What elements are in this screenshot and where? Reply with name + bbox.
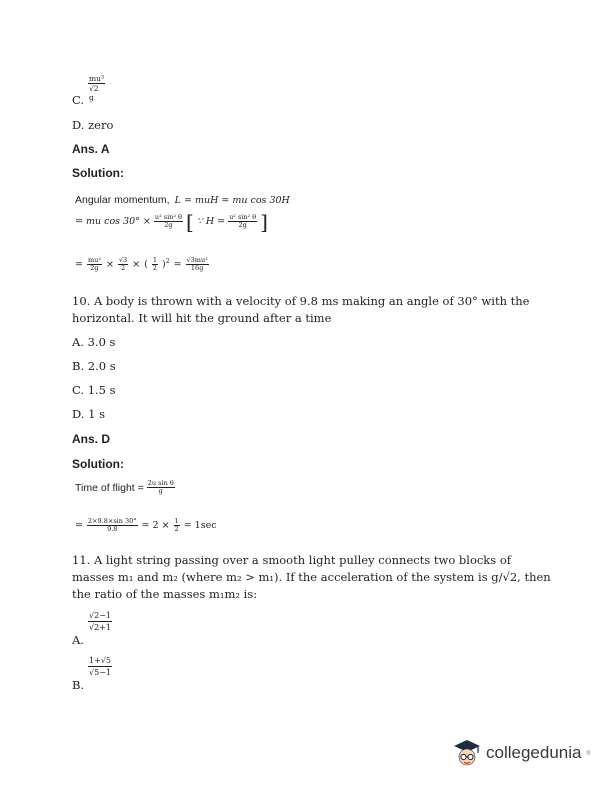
q11-question-line3: the ratio of the masses m₁m₂ is: <box>72 587 258 601</box>
q9-solution-line3 <box>75 257 209 272</box>
numerator: u² sin² θ <box>229 213 257 221</box>
fraction <box>152 257 158 272</box>
q9-option-d: D. zero <box>72 118 114 132</box>
times: × <box>105 259 114 270</box>
fraction <box>174 518 180 533</box>
denominator: √2 g <box>89 84 99 102</box>
paren-close: )$^2$ <box>162 258 170 271</box>
brand-name: collegedunia <box>486 743 582 762</box>
q9-solution-line2 <box>75 209 268 234</box>
option-label: A. <box>72 633 84 647</box>
q10-question-line1: 10. A body is thrown with a velocity of 9.8 ms making an angle of 30° with the <box>72 294 530 308</box>
fraction <box>228 214 257 229</box>
graduate-mascot-icon <box>452 738 482 768</box>
q10-solution-label: Solution: <box>72 457 124 471</box>
equals: = <box>75 259 83 270</box>
bracket-open: [ <box>185 209 194 234</box>
q11-option-a <box>72 610 152 650</box>
q11-question-line1: 11. A light string passing over a smooth light pulley connects two blocks of <box>72 553 512 567</box>
numerator: √3mu³ <box>186 256 208 264</box>
fraction <box>87 518 138 533</box>
denominator: 2g <box>238 221 247 229</box>
denominator: √5−1 <box>89 668 111 677</box>
numerator: √3 <box>118 256 128 264</box>
q10-option-b: B. 2.0 s <box>72 359 116 373</box>
fraction <box>88 74 105 102</box>
fraction <box>154 214 183 229</box>
bracket-close: ] <box>260 209 268 234</box>
numerator: 1 <box>152 256 158 264</box>
brand-logo <box>452 738 591 768</box>
q10-option-c: C. 1.5 s <box>72 383 116 397</box>
exponent: 2 <box>165 258 170 266</box>
q9-solution-line1 <box>75 188 290 207</box>
fraction <box>118 257 128 272</box>
numerator: 1+√5 <box>89 656 111 665</box>
text: Angular momentum, <box>75 194 170 206</box>
q10-option-a: A. 3.0 s <box>72 335 116 349</box>
numerator: u² sin² θ <box>154 213 182 221</box>
q9-answer: Ans. A <box>72 142 110 156</box>
numerator: mu³ <box>89 74 104 83</box>
numerator: 2u sin θ <box>147 479 174 487</box>
denominator: 2 <box>120 264 126 272</box>
numerator: 2×9.8×sin 30° <box>87 517 137 525</box>
denominator: g <box>158 487 163 495</box>
result: = 1sec <box>183 520 217 531</box>
trademark: ® <box>585 749 592 757</box>
denominator: √2+1 <box>89 623 111 632</box>
because: ∵ H = <box>196 216 226 227</box>
q9-solution-label: Solution: <box>72 166 124 180</box>
middle: = 2 × <box>141 520 170 531</box>
text: Time of flight = <box>75 481 144 494</box>
q10-solution-line2 <box>75 518 217 533</box>
q10-question-line2: horizontal. It will hit the ground after a time <box>72 311 332 325</box>
equation: L = muH = mu cos 30H <box>174 195 290 206</box>
fraction <box>147 480 175 495</box>
equals: = <box>173 259 182 270</box>
equals: = <box>75 520 83 531</box>
denominator: 2 <box>152 264 158 272</box>
option-label: B. <box>72 678 85 692</box>
fraction <box>88 610 112 633</box>
denominator: 2 <box>174 525 179 533</box>
fraction <box>88 655 112 678</box>
q11-question-line2: masses m₁ and m₂ (where m₂ > m₁). If the acceleration of the system is g/√2, then <box>72 570 551 584</box>
q10-answer: Ans. D <box>72 432 111 446</box>
numerator: 1 <box>174 517 179 525</box>
times: × <box>132 259 141 270</box>
q10-solution-line1 <box>75 480 175 495</box>
option-label: C. <box>72 93 85 107</box>
fraction <box>186 257 209 272</box>
q11-option-b <box>72 655 152 695</box>
denominator: 9.8 <box>107 525 118 533</box>
paren-open: ( <box>144 259 148 270</box>
denominator: 16g <box>190 264 204 272</box>
lead: = mu cos 30° × <box>75 216 151 227</box>
fraction <box>87 257 102 272</box>
denominator: 2g <box>90 264 99 272</box>
denominator: 2g <box>164 221 173 229</box>
q10-option-d: D. 1 s <box>72 407 105 421</box>
numerator: mu² <box>87 256 101 264</box>
numerator: √2−1 <box>89 611 111 620</box>
